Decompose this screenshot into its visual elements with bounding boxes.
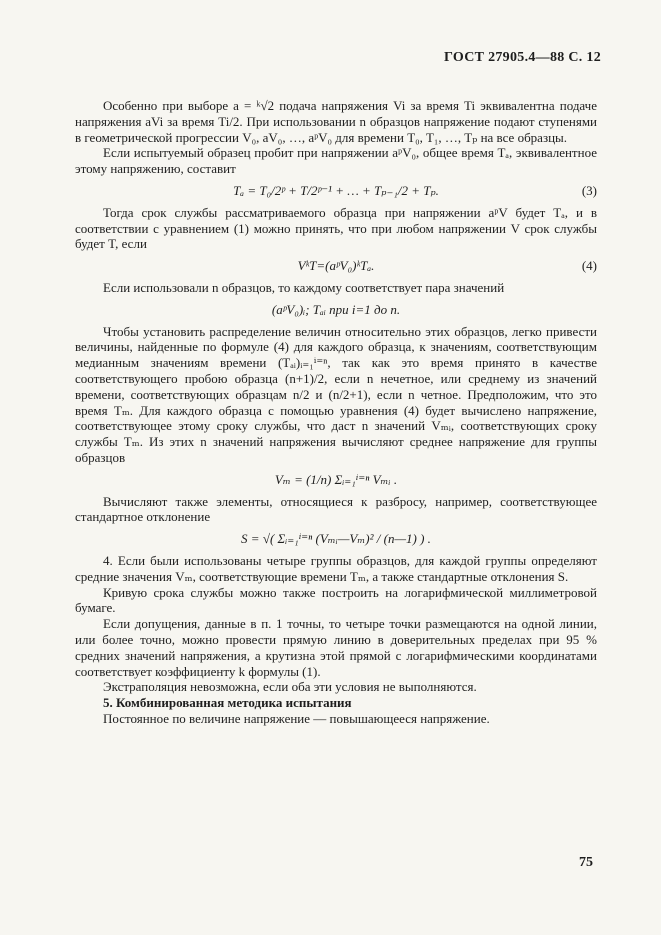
paragraph: Особенно при выборе a = ᵏ√2 подача напряжения Vi за время Ti эквивалентна подаче напряжения aVi за время Ti/2. При использовании n образцов напряжение подают ступенями в геометрической прогрессии V₀, aV₀, …, aᵖV₀ для времени T₀, T₁, …, Tₚ на все образцы. (75, 98, 597, 145)
formula-pairs (75, 302, 597, 318)
formula-3 (75, 183, 597, 199)
paragraph: Чтобы установить распределение величин относительно этих образцов, легко привести величины, найденные по формуле (4) для каждого образца, к значениям, соответствующим медианным значениям времени (Tₐᵢ)ᵢ₌₁ⁱ⁼ⁿ, так как это время принято в качестве соответствующего пробою образца (n+1)/2, если n нечетное, или среднему из значений времени, соответствующих образцам n/2 и (n/2+1), если n четное. Предположим, что это время Tₘ. Для каждого образца с помощью уравнения (4) будет вычислено напряжение, соответствующее этому сроку службы, что даст n значений Vₘᵢ, соответствующих сроку службы Tₘ. Из этих n значений напряжения вычисляют среднее напряжение для группы образцов (75, 323, 597, 465)
paragraph: Тогда срок службы рассматриваемого образца при напряжении aᵖV будет Tₐ, и в соответствии с уравнением (1) можно принять, что при любом напряжении V срок службы будет T, если (75, 204, 597, 252)
formula-4 (75, 258, 597, 274)
paragraph: Если испытуемый образец пробит при напряжении aᵖV₀, общее время Tₐ, эквивалентное этому напряжению, составит (75, 145, 597, 177)
formula-text: VᵏT=(aᵖV₀)ᵏTₐ. (297, 258, 375, 274)
formula-mean (75, 472, 597, 488)
formula-text: Tₐ = T₀/2ᵖ + T/2ᵖ⁻¹ + … + Tₚ₋₁/2 + Tₚ. (233, 182, 439, 198)
formula-text: S = √( Σᵢ₌₁ⁱ⁼ⁿ (Vₘᵢ—Vₘ)² / (n—1) ) . (241, 531, 431, 547)
paragraph: Постоянное по величине напряжение — повышающееся напряжение. (103, 710, 490, 726)
running-header: ГОСТ 27905.4—88 С. 12 (444, 50, 601, 65)
paragraph: Вычисляют также элементы, относящиеся к разбросу, например, соответствующее стандартное отклонение (75, 493, 597, 525)
formula-std-dev (75, 531, 597, 547)
document-body (75, 98, 597, 727)
paragraph: Если использовали n образцов, то каждому соответствует пара значений (103, 279, 505, 295)
paragraph: Кривую срока службы можно также построить на логарифмической миллиметровой бумаге. (75, 584, 597, 616)
paragraph: Экстраполяция невозможна, если оба эти условия не выполняются. (103, 679, 477, 695)
paragraph: 4. Если были использованы четыре группы образцов, для каждой группы определяют средние значения Vₘ, соответствующие времени Tₘ, а также стандартные отклонения S. (75, 552, 597, 584)
page-number: 75 (579, 855, 593, 870)
section-heading: 5. Комбинированная методика испытания (103, 695, 352, 711)
formula-number: (3) (581, 182, 597, 198)
paragraph: Если допущения, данные в п. 1 точны, то четыре точки размещаются на одной линии, или более точно, можно провести прямую линию в доверительных пределах при 95 % средних значений напряжения, а крутизна этой прямой с логарифмическими координатами соответствует коэффициенту k формулы (1). (75, 616, 597, 679)
formula-text: Vₘ = (1/n) Σᵢ₌₁ⁱ⁼ⁿ Vₘᵢ . (274, 471, 398, 487)
formula-text: (aᵖV₀)ᵢ; Tₐᵢ при i=1 до n. (271, 301, 401, 317)
formula-number: (4) (581, 258, 597, 274)
